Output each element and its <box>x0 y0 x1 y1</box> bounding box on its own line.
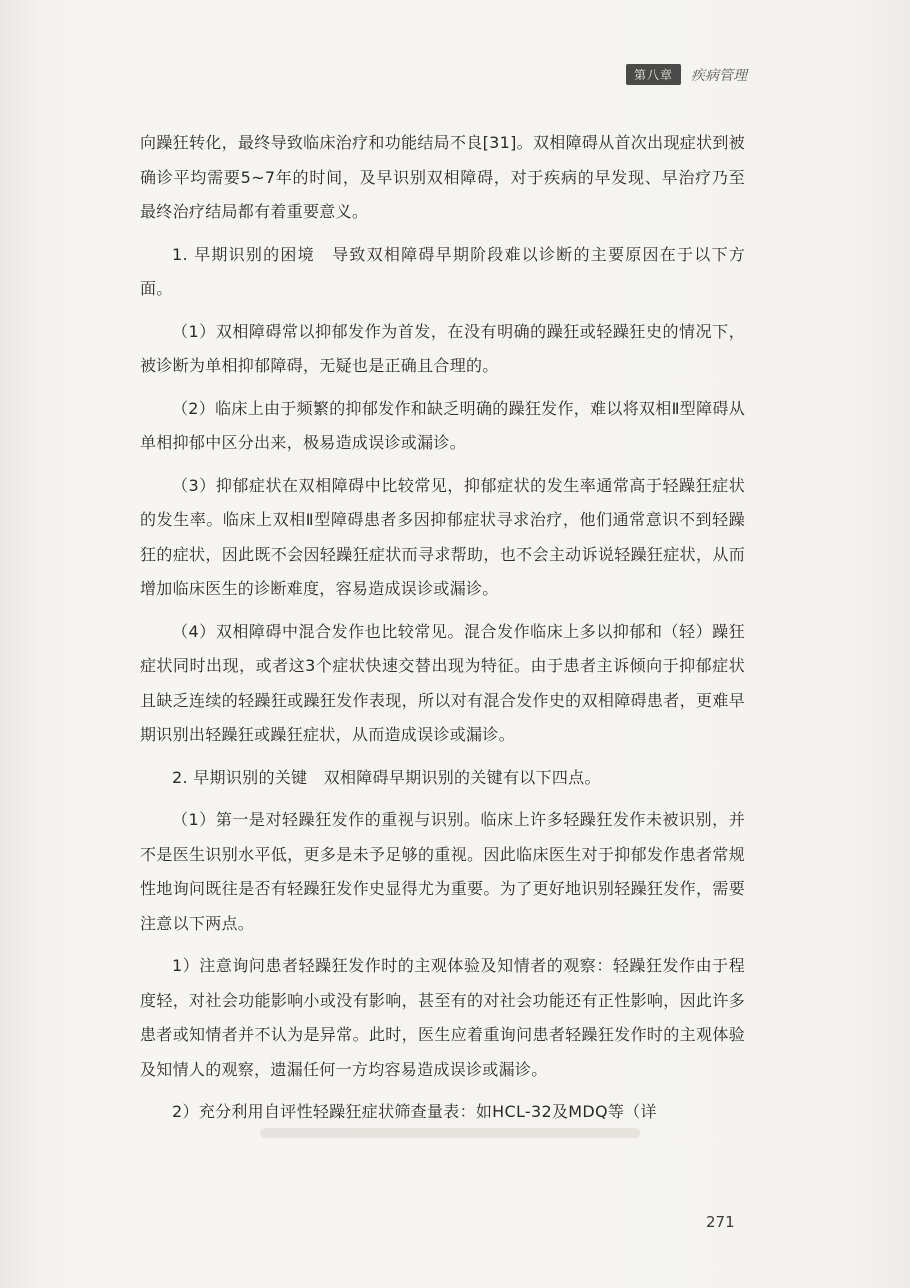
page-body <box>140 126 745 1138</box>
paragraph-continuation: 向躁狂转化，最终导致临床治疗和功能结局不良[31]。双相障碍从首次出现症状到被确诊平均需要5~7年的时间，及早识别双相障碍，对于疾病的早发现、早治疗乃至最终治疗结局都有着重要意义。 <box>140 133 745 221</box>
list-item-dilemma-1: （1）双相障碍常以抑郁发作为首发，在没有明确的躁狂或轻躁狂史的情况下，被诊断为单相抑郁障碍，无疑也是正确且合理的。 <box>140 321 745 375</box>
chapter-badge: 第八章 <box>626 64 681 85</box>
list-item-key-1: （1）第一是对轻躁狂发作的重视与识别。临床上许多轻躁狂发作未被识别，并不是医生识别水平低，更多是未予足够的重视。因此临床医生对于抑郁发作患者常规性地询问既往是否有轻躁狂发作史显得尤为重要。为了更好地识别轻躁狂发作，需要注意以下两点。 <box>140 810 745 933</box>
list-item-dilemma-4: （4）双相障碍中混合发作也比较常见。混合发作临床上多以抑郁和（轻）躁狂症状同时出现，或者这3个症状快速交替出现为特征。由于患者主诉倾向于抑郁症状且缺乏连续的轻躁狂或躁狂发作表现，所以对有混合发作史的双相障碍患者，更难早期识别出轻躁狂或躁狂症状，从而造成误诊或漏诊。 <box>140 621 745 744</box>
sub-item-key-1-2: 2）充分利用自评性轻躁狂症状筛查量表：如HCL-32及MDQ等（详 <box>172 1102 657 1121</box>
sub-item-key-1-1: 1）注意询问患者轻躁狂发作时的主观体验及知情者的观察：轻躁狂发作由于程度轻，对社会功能影响小或没有影响，甚至有的对社会功能还有正性影响，因此许多患者或知情者并不认为是异常。此时，医生应着重询问患者轻躁狂发作时的主观体验及知情人的观察，遗漏任何一方均容易造成误诊或漏诊。 <box>140 956 745 1079</box>
list-item-dilemma-3: （3）抑郁症状在双相障碍中比较常见，抑郁症状的发生率通常高于轻躁狂症状的发生率。临床上双相Ⅱ型障碍患者多因抑郁症状寻求治疗，他们通常意识不到轻躁狂的症状，因此既不会因轻躁狂症状而寻求帮助，也不会主动诉说轻躁狂症状，从而增加临床医生的诊断难度，容易造成误诊或漏诊。 <box>140 475 745 598</box>
list-item-dilemma-2: （2）临床上由于频繁的抑郁发作和缺乏明确的躁狂发作，难以将双相Ⅱ型障碍从单相抑郁中区分出来，极易造成误诊或漏诊。 <box>140 398 745 452</box>
section-heading-early-identification-dilemma: 1. 早期识别的困境 导致双相障碍早期阶段难以诊断的主要原因在于以下方面。 <box>140 244 745 298</box>
section-heading-early-identification-key: 2. 早期识别的关键 双相障碍早期识别的关键有以下四点。 <box>172 767 601 787</box>
running-header <box>626 64 747 85</box>
chapter-title: 疾病管理 <box>691 67 748 84</box>
page-number: 271 <box>706 1213 735 1231</box>
scan-smudge <box>260 1128 640 1138</box>
